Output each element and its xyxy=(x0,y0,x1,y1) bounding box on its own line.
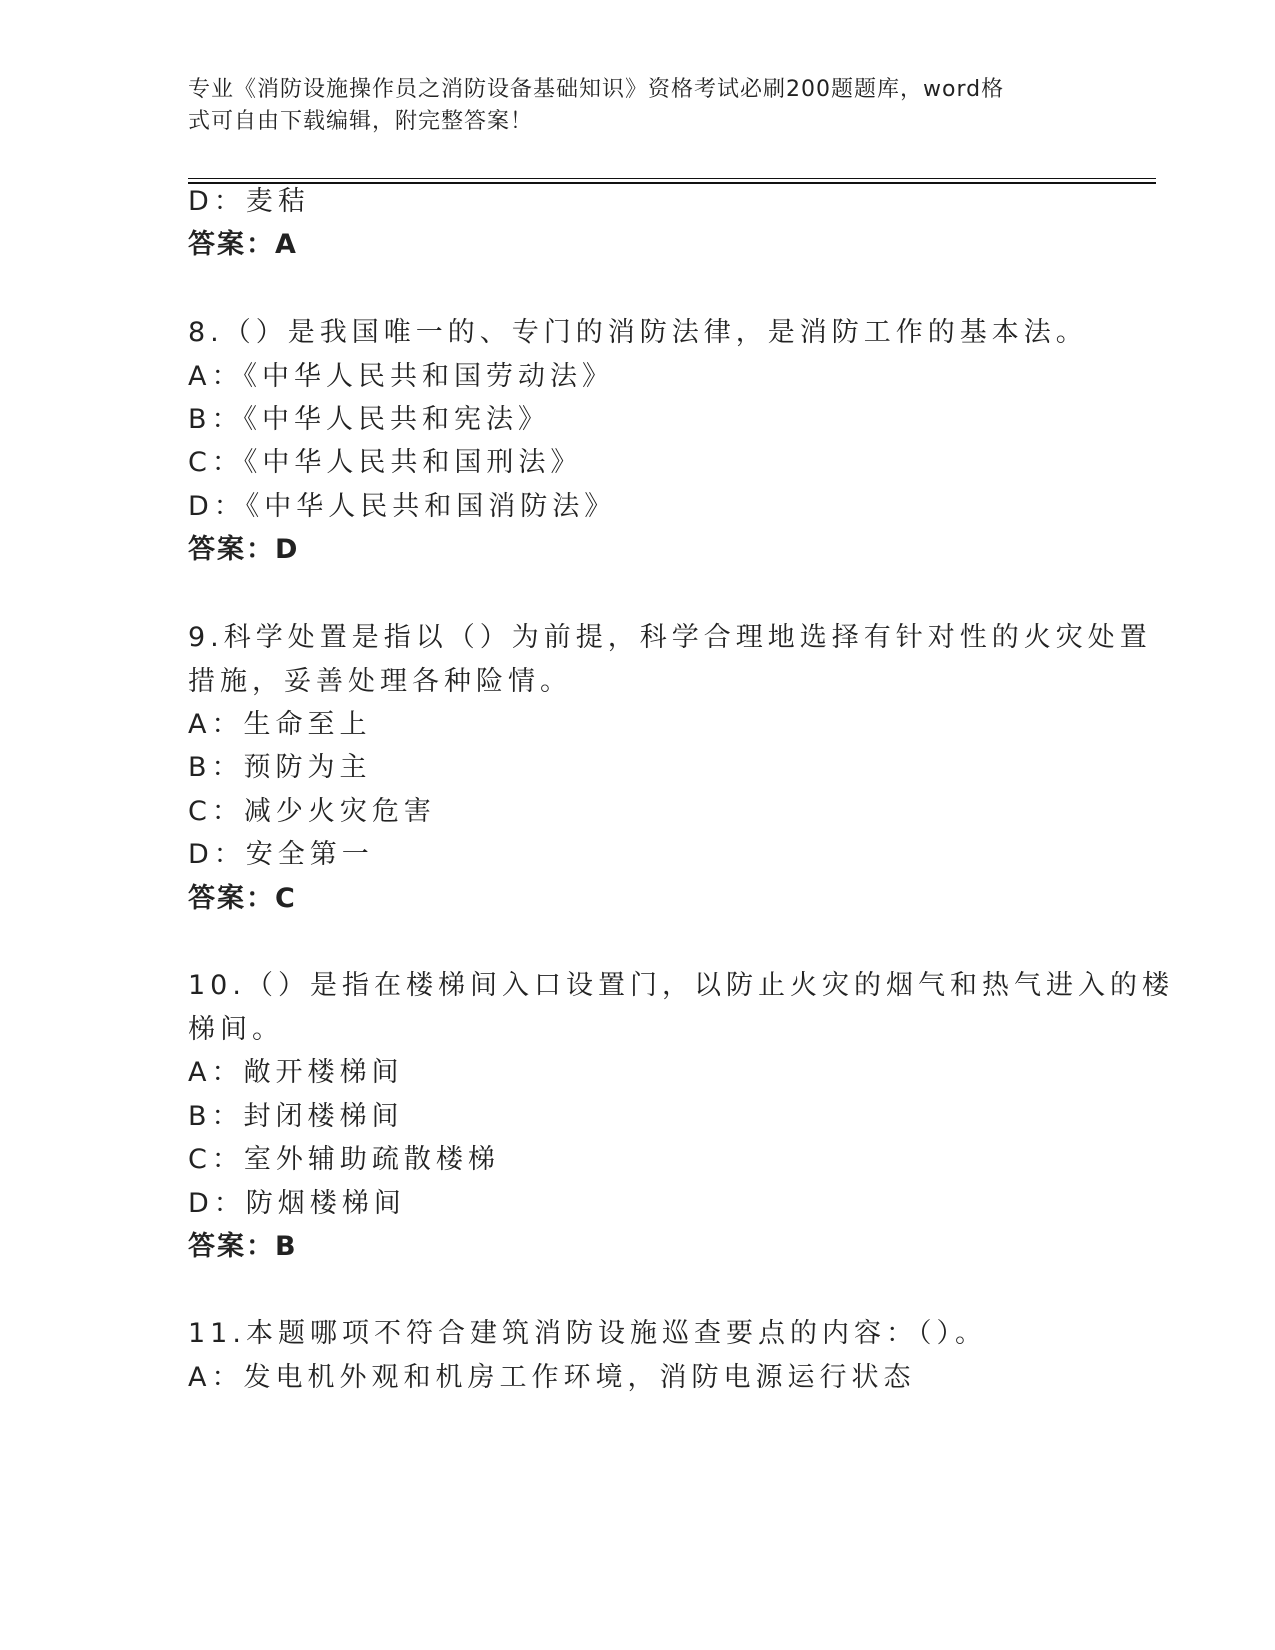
question-8-stem: 8.（）是我国唯一的、专门的消防法律，是消防工作的基本法。 xyxy=(188,317,1088,348)
question-8-option-b: B：《中华人民共和宪法》 xyxy=(188,404,551,435)
question-10-option-d: D：防烟楼梯间 xyxy=(188,1188,406,1219)
question-8-answer: 答案：D xyxy=(188,534,300,565)
prev-option-d: D：麦秸 xyxy=(188,186,310,217)
document-header xyxy=(188,74,1068,138)
question-10-stem-line-2: 梯间。 xyxy=(188,1014,284,1045)
header-line-1: 专业《消防设施操作员之消防设备基础知识》资格考试必刷200题题库，word格 xyxy=(188,77,1005,102)
header-divider-thin xyxy=(188,178,1156,179)
header-line-2: 式可自由下载编辑，附完整答案！ xyxy=(188,109,534,134)
question-11-stem: 11.本题哪项不符合建筑消防设施巡查要点的内容：（）。 xyxy=(188,1318,987,1349)
question-8-option-d: D：《中华人民共和国消防法》 xyxy=(188,491,617,522)
question-9-option-a: A：生命至上 xyxy=(188,709,372,740)
question-10-option-b: B：封闭楼梯间 xyxy=(188,1101,404,1132)
question-9-option-b: B：预防为主 xyxy=(188,752,372,783)
question-9-option-c: C：减少火灾危害 xyxy=(188,796,436,827)
question-8-option-c: C：《中华人民共和国刑法》 xyxy=(188,447,583,478)
header-divider-thick xyxy=(188,182,1156,184)
question-10-answer: 答案：B xyxy=(188,1231,298,1262)
prev-answer: 答案：A xyxy=(188,229,298,260)
question-10-stem-line-1: 10.（）是指在楼梯间入口设置门，以防止火灾的烟气和热气进入的楼 xyxy=(188,970,1174,1001)
question-9-stem-line-2: 措施，妥善处理各种险情。 xyxy=(188,666,572,697)
question-9-stem-line-1: 9.科学处置是指以（）为前提，科学合理地选择有针对性的火灾处置 xyxy=(188,622,1152,653)
question-9-option-d: D：安全第一 xyxy=(188,839,374,870)
question-8-option-a: A：《中华人民共和国劳动法》 xyxy=(188,361,614,392)
question-9-answer: 答案：C xyxy=(188,883,297,914)
question-10-option-c: C：室外辅助疏散楼梯 xyxy=(188,1144,500,1175)
question-10-option-a: A：敞开楼梯间 xyxy=(188,1057,404,1088)
question-11-option-a: A：发电机外观和机房工作环境，消防电源运行状态 xyxy=(188,1362,916,1393)
